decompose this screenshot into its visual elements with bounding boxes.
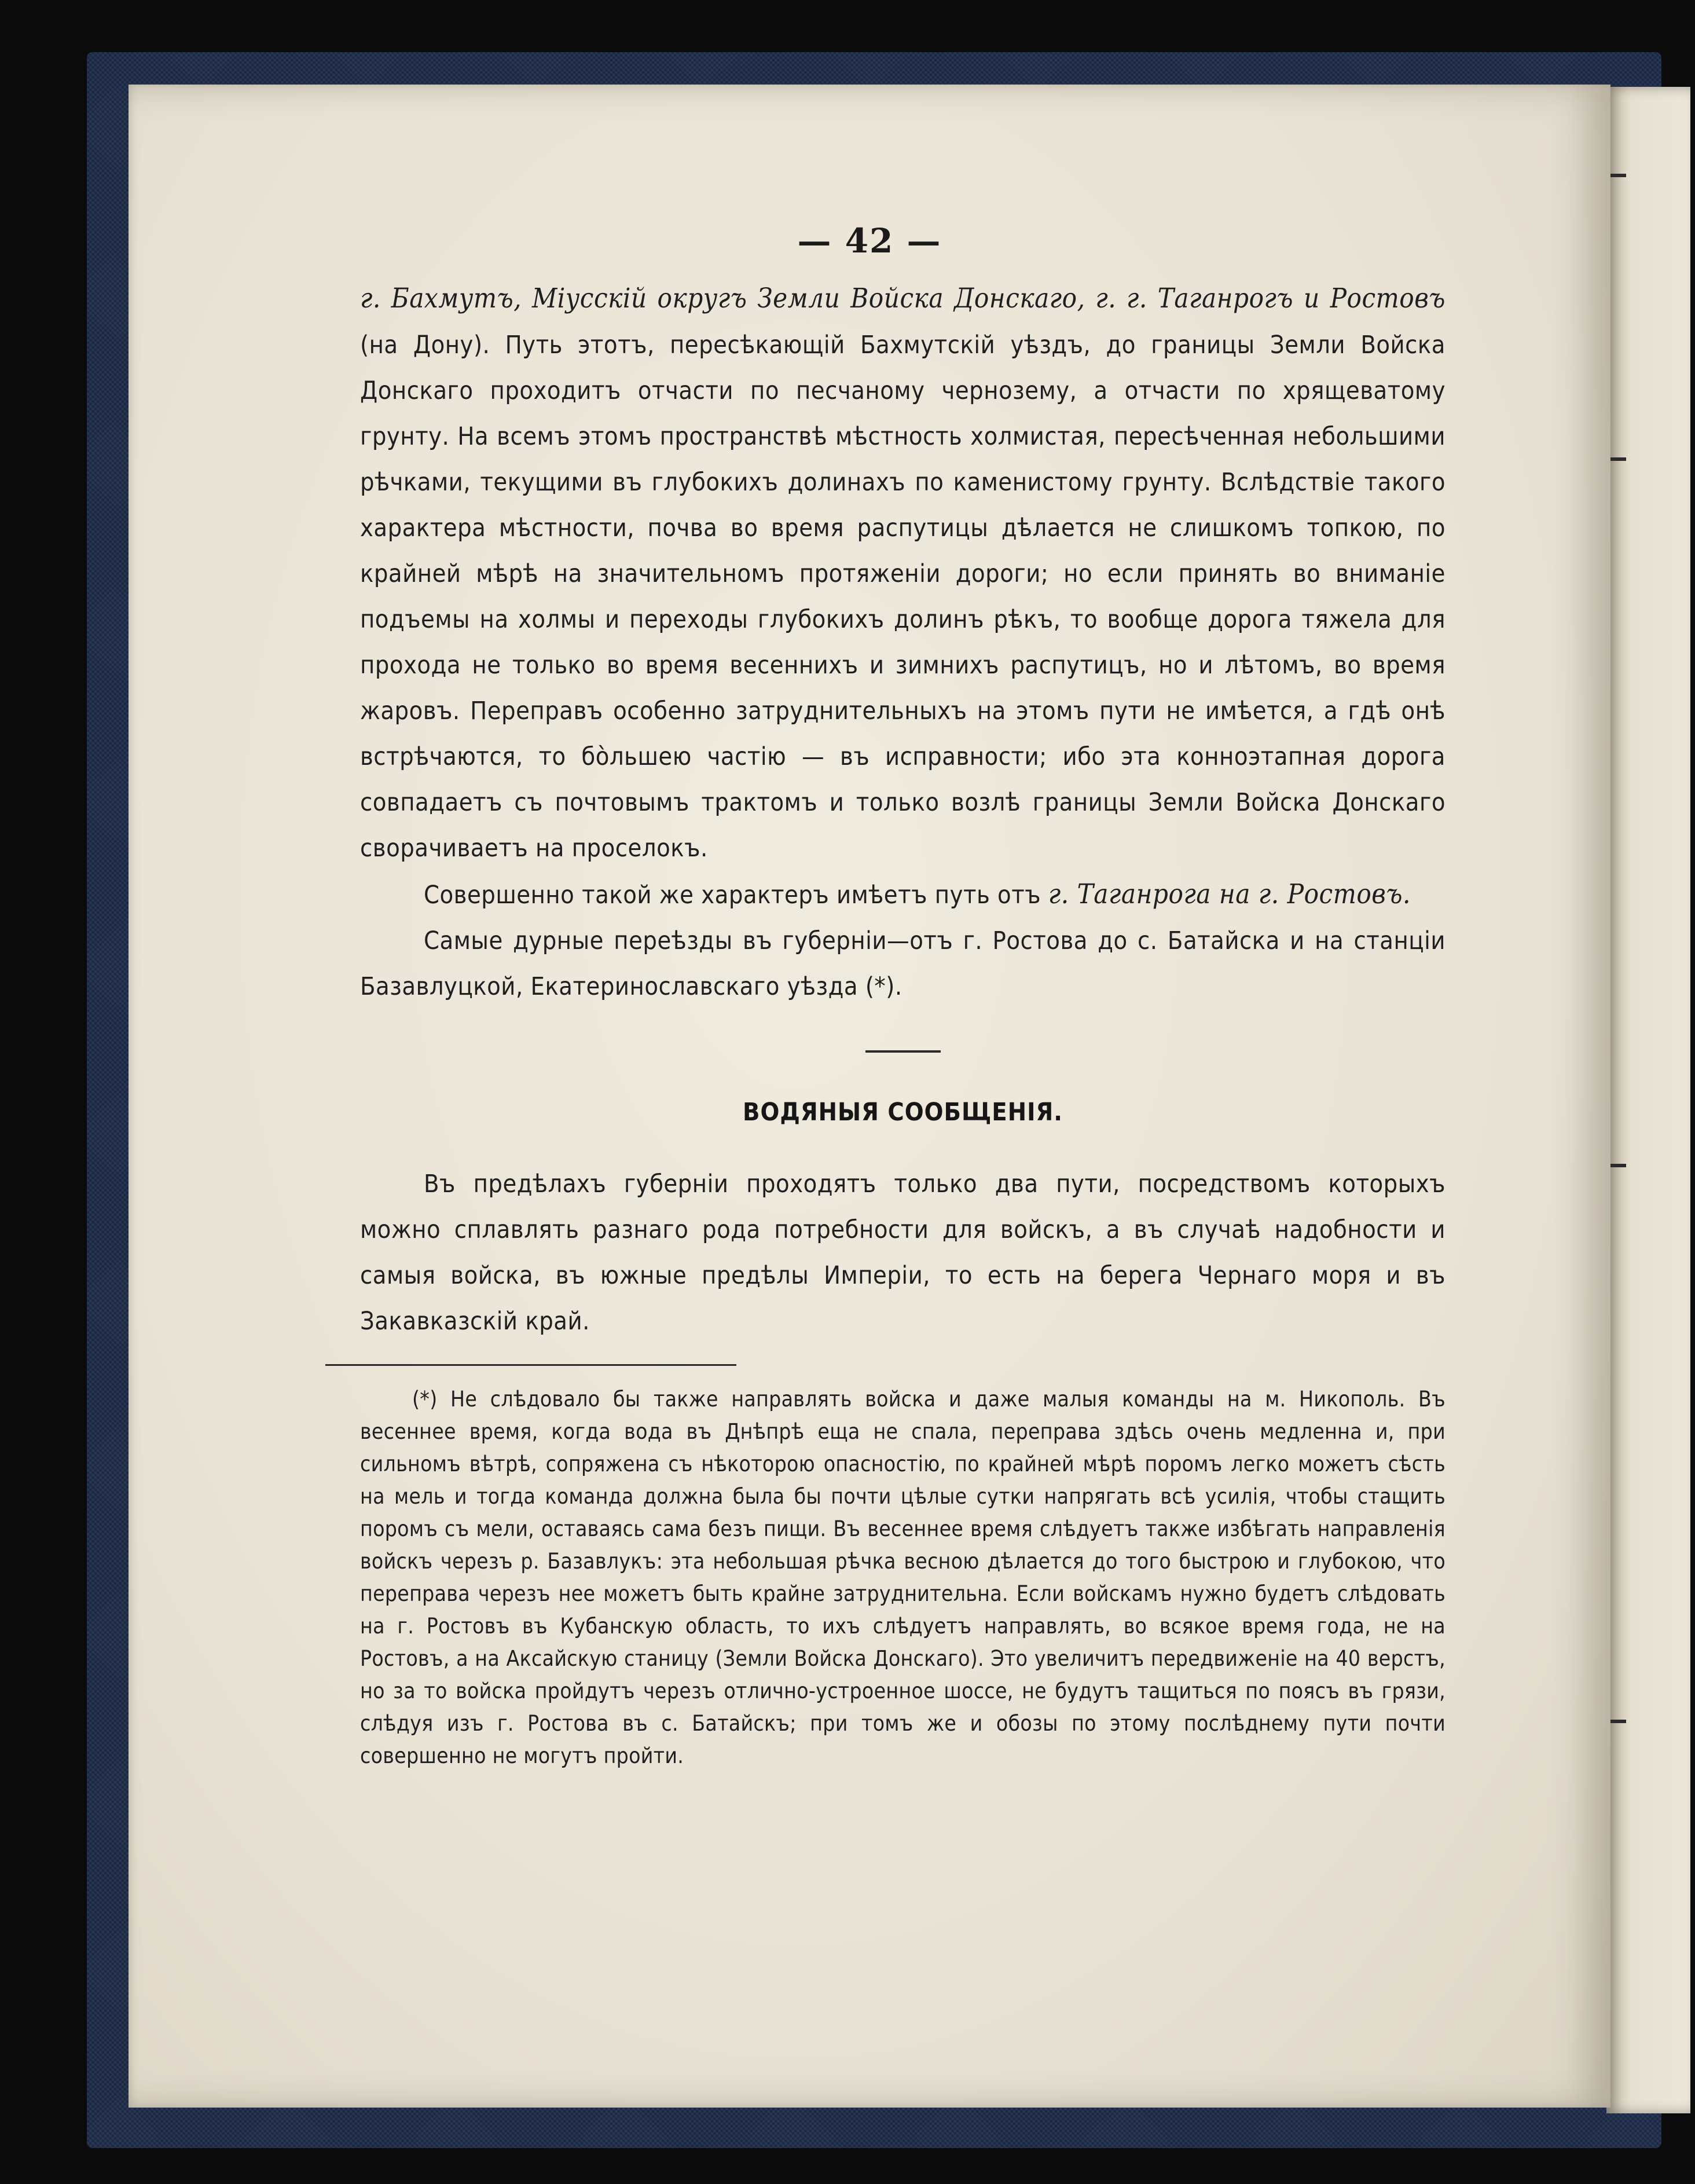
facing-page-edge [1606, 87, 1690, 2113]
paragraph-taganrog [360, 871, 1445, 918]
paragraph-text: (на Дону). Путь этотъ, пересѣкающій Бахмутскій уѣздъ, до границы Земли Войска Донскаго проходитъ отчасти по песчаному чернозему, а отчасти по хрящеватому грунту. На всемъ этомъ пространствѣ мѣстность холмистая, пересѣченная небольшими рѣчками, текущими въ глубокихъ долинахъ по каменистому грунту. Вслѣдствіе такого характера мѣстности, почва во время распутицы дѣлается не слишкомъ топкою, по крайней мѣрѣ на значительномъ протяженіи дороги; но если принять во вниманіе подъемы на холмы и переходы глубокихъ долинъ рѣкъ, то вообще дорога тяжела для прохода не только во время весеннихъ и зимнихъ распутицъ, но и лѣтомъ, во время жаровъ. Переправъ особенно затруднительныхъ на этомъ пути не имѣется, а гдѣ онѣ встрѣчаются, то бо̀льшею частію — въ исправности; ибо эта конноэтапная дорога совпадаетъ съ почтовымъ трактомъ и только возлѣ границы Земли Войска Донскаго сворачиваетъ на проселокъ. [360, 331, 1445, 863]
paragraph-worst-crossings [360, 918, 1445, 1010]
route-places: г. Бахмутъ, Міусскій округъ Земли Войска Донскаго, г. г. Таганрогъ и Ростовъ [360, 283, 1445, 314]
footnote-text: (*) Не слѣдовало бы также направлять войска и даже малыя команды на м. Никополь. Въ весеннее время, когда вода въ Днѣпрѣ еща не спала, переправа здѣсь очень медленна и, при сильномъ вѣтрѣ, сопряжена съ нѣкоторою опасностію, по крайней мѣрѣ поромъ легко можетъ сѣсть на мель и тогда команда должна была бы почти цѣлые сутки напрягать всѣ усилія, чтобы стащить поромъ съ мели, оставаясь сама безъ пищи. Въ весеннее время слѣдуетъ также избѣгать направленія войскъ черезъ р. Базавлукъ: эта небольшая рѣчка весною дѣлается до того быстрою и глубокою, что переправа черезъ нее можетъ быть крайне затруднительна. Если войскамъ нужно будетъ слѣдовать на г. Ростовъ въ Кубанскую область, то ихъ слѣдуетъ направлять, во всякое время года, не на Ростовъ, а на Аксайскую станицу (Земли Войска Донскаго). Это увеличитъ передвиженіе на 40 верстъ, но за то войска пройдутъ черезъ отлично-устроенное шоссе, не будутъ тащиться по поясъ въ грязи, слѣдуя изъ г. Ростова въ с. Батайскъ; при томъ же и обозы по этому послѣднему пути почти совершенно не могутъ пройти. [360, 1387, 1445, 1768]
book-page [129, 85, 1610, 2108]
footnote-rule [325, 1364, 736, 1366]
paragraph-text: Самые дурные переѣзды въ губерніи—отъ г. Ростова до с. Батайска и на станціи Базавлуцкой, Екатеринославскаго уѣзда (*). [360, 926, 1445, 1001]
page-number: — 42 — [797, 221, 942, 261]
paragraph-route [360, 276, 1445, 871]
section-title: ВОДЯНЫЯ СООБЩЕНІЯ. [743, 1098, 1063, 1127]
paragraph-water-routes [360, 1161, 1445, 1344]
route-places: г. Таганрога на г. Ростовъ. [1048, 878, 1411, 910]
footnote [360, 1383, 1445, 1772]
paragraph-text: Совершенно такой же характеръ имѣетъ путь отъ [424, 881, 1041, 910]
page-body [360, 276, 1445, 1772]
paragraph-text: Въ предѣлахъ губерніи проходятъ только два пути, посредствомъ которыхъ можно сплавлять разнаго рода потребности для войскъ, а въ случаѣ надобности и самыя войска, въ южные предѣлы Имперіи, то есть на берега Чернаго моря и въ Закавказскій край. [360, 1170, 1445, 1336]
section-divider [865, 1050, 941, 1053]
